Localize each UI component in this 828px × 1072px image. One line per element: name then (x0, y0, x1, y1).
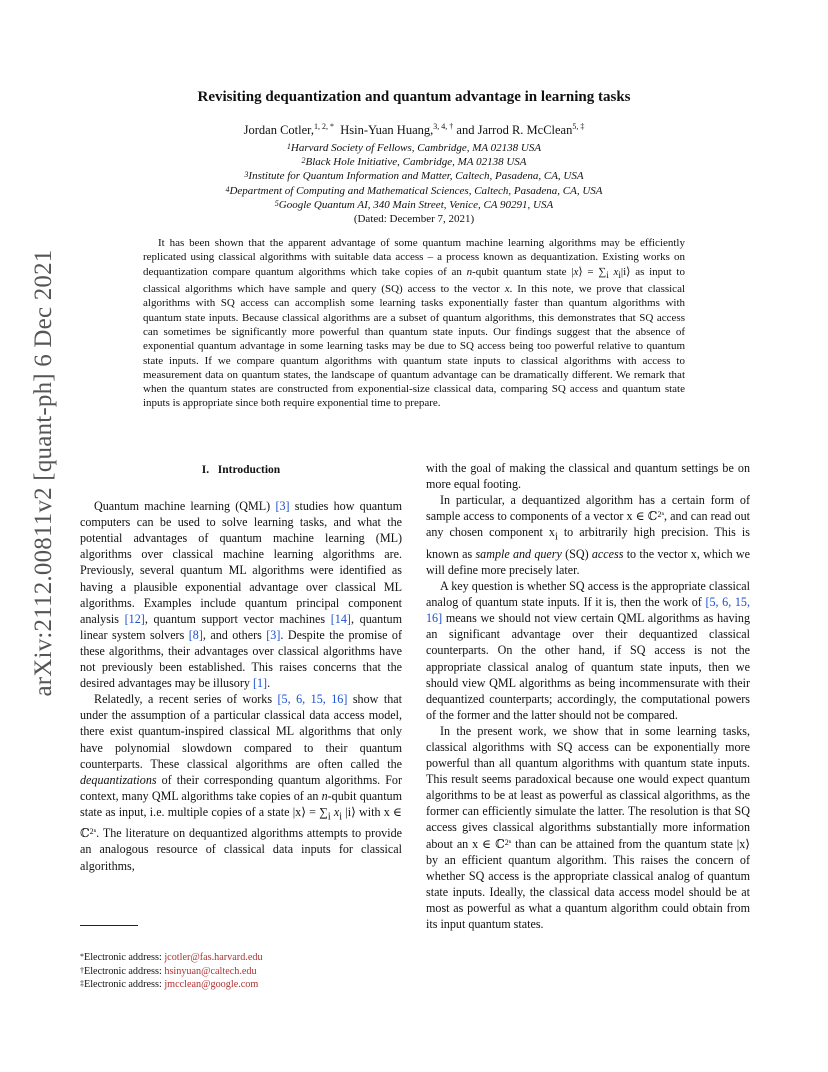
text: , quantum linear system solvers (80, 611, 402, 642)
abstract-math: x (573, 265, 579, 278)
footnote-label: Electronic address: (84, 965, 165, 977)
text: In particular, a dequantized algorithm has a certain form of sample access to components of a vector x ∈ ℂ (426, 493, 750, 524)
author-1-sup: 1, 2, * (313, 122, 334, 131)
footnote-rule (80, 925, 138, 926)
affiliation-num: 5 (274, 198, 279, 208)
affiliation-text: Institute for Quantum Information and Matter, Caltech, Pasadena, CA, USA (248, 170, 584, 183)
emphasis: dequantizations (80, 772, 157, 787)
footnote-label: Electronic address: (84, 979, 165, 990)
citation-link[interactable]: [5, 6, 15, 16] (277, 692, 348, 707)
citation-link[interactable]: [1] (252, 676, 268, 691)
text: , quantum support vector machines (144, 611, 331, 626)
abstract-text: It has been shown that the apparent advantage of some quantum machine learning algorithms may be efficiently replicated using classical algorithms with suitable data access – a process known as dequantization. Existing works on dequantization compare quantum algorithms which take copies of an (143, 237, 685, 278)
abstract (143, 236, 685, 411)
author-3: Jarrod R. McClean (477, 123, 573, 137)
emphasis: sample and query (475, 546, 562, 561)
paragraph (80, 691, 402, 873)
text: to arbitrarily high precision. This is known as (426, 525, 750, 561)
paragraph (80, 498, 402, 691)
affiliation-num: 4 (225, 184, 230, 194)
paragraph (426, 578, 750, 723)
footnote (80, 965, 263, 979)
affiliation-num: 3 (244, 170, 249, 180)
citation-link[interactable]: [3] (266, 627, 281, 642)
footnote-mark: ‡ (80, 979, 84, 988)
math: 2ⁿ (504, 837, 512, 847)
math: x (330, 804, 340, 819)
text: . The literature on dequantized algorithms attempts to provide an analogous resource of classical data inputs for classical algorithms, (80, 826, 402, 873)
text: -qubit quantum state as input, i.e. multiple copies of a state |x⟩ = ∑ (80, 788, 403, 819)
author-2-sup: 3, 4, † (433, 122, 454, 131)
math: i (327, 811, 331, 823)
footnote-label: Electronic address: (84, 952, 165, 963)
affiliation (0, 198, 828, 212)
abstract-text: |i⟩ as input to classical algorithms which have sample and query (SQ) access to the vector (143, 265, 685, 296)
paragraph (426, 492, 750, 578)
emphasis: access (591, 546, 624, 561)
abstract-text: -qubit quantum state | (472, 265, 574, 278)
affiliation-text: Black Hole Initiative, Cambridge, MA 02138 USA (305, 156, 527, 169)
dated-line: (Dated: December 7, 2021) (353, 213, 475, 226)
author-line (0, 123, 828, 138)
footnote-mark: † (80, 965, 84, 975)
footnote (80, 978, 263, 992)
citation-link[interactable]: [5, 6, 15, 16] (426, 595, 750, 626)
affiliation (0, 155, 828, 169)
affiliation-num: 1 (286, 142, 291, 151)
text: A key question is whether SQ access is the appropriate classical analog of quantum state inputs. If it is, then the work of (426, 579, 750, 610)
text: means we should not view certain QML algorithms as having an significant advantage over their dequantized classical counterparts. On the other hand, if SQ access is not the appropriate classical analog of quantum state inputs, then we should view QML algorithms as being incommensurate with their dequantized counterparts; accordingly, the computational powers of the former and the latter should not be compared. (426, 611, 750, 722)
section-title: Introduction (217, 464, 281, 476)
paper-title: Revisiting dequantization and quantum advantage in learning tasks (197, 89, 631, 105)
text: , and can read out any chosen component x (426, 509, 751, 540)
abstract-math: x (504, 283, 510, 296)
math: n (321, 788, 328, 803)
author-1: Jordan Cotler, (243, 123, 314, 137)
abstract-math: i (606, 269, 609, 280)
text: Relatedly, a recent series of works (94, 692, 278, 707)
footnote-mark: * (80, 952, 84, 961)
footnote (80, 951, 263, 965)
email-link[interactable]: jmcclean@google.com (164, 979, 259, 990)
text: with the goal of making the classical and quantum settings be on more equal footing. (426, 461, 750, 492)
footnotes (80, 951, 263, 992)
abstract-text: . In this note, we prove that classical algorithms with SQ access can accomplish some learning tasks exponentially faster than quantum algorithms with quantum state inputs. Because classical algorithms are a subset of quantum algorithms, this demonstrates that SQ access can sometimes be significantly more powerful than quantum state inputs. Our findings suggest that the absence of exponential quantum advantage in some learning tasks may be due to SQ access being too powerful relative to quantum state inputs. If we compare quantum algorithms with quantum state inputs to classical algorithms with access to measurement data on quantum states, the landscape of quantum advantage can be dramatically different. We remark that when the quantum states are constructed from exponential-size classical data, comparing SQ access and quantum state inputs is appropriate since both require exponential time to prepare. (143, 283, 686, 410)
text: studies how quantum computers can be used to solve learning tasks, and what the potential advantages of quantum machine learning (ML) algorithms over classical machine learning algorithms are. Previously, several quantum ML algorithms were identified as having a plausible exponential advantage over classical ML algorithms. Examples include quantum principal component analysis (80, 499, 402, 626)
affiliation (0, 141, 828, 155)
affiliation (0, 184, 828, 198)
affiliation-text: Department of Computing and Mathematical Sciences, Caltech, Pasadena, CA, USA (229, 184, 603, 197)
text: |i⟩ with x ∈ ℂ (80, 804, 403, 841)
paragraph (426, 460, 750, 492)
section-number: I. (201, 464, 210, 476)
math: 2ⁿ (657, 510, 664, 520)
text: . (267, 676, 271, 691)
affiliation (0, 169, 828, 183)
text: In the present work, we show that in some learning tasks, classical algorithms with SQ access can be exponentially more powerful than all quantum algorithms with quantum state inputs. This result seems paradoxical because one would expect quantum algorithms to be at least as powerful as classical algorithms, as the former can efficiently simulate the latter. The resolution is that SQ access gives classical algorithms substantially more information about an x ∈ ℂ (426, 723, 750, 851)
citation-link[interactable]: [12] (124, 611, 145, 626)
text: of their corresponding quantum algorithms. For context, many QML algorithms take copies of an (80, 772, 402, 803)
citation-link[interactable]: [3] (275, 499, 290, 514)
abstract-math: n (466, 265, 473, 278)
email-link[interactable]: hsinyuan@caltech.edu (164, 965, 257, 977)
abstract-math: x (608, 265, 619, 278)
citation-link[interactable]: [14] (330, 611, 351, 626)
math: 2ⁿ (89, 827, 97, 837)
right-column (426, 460, 750, 932)
author-2: Hsin-Yuan Huang, (340, 123, 434, 137)
affiliations (0, 141, 828, 226)
text: (SQ) (561, 546, 592, 561)
author-3-sup: 5, ‡ (572, 122, 585, 131)
text: . Despite the promise of these algorithms, their advantages over classical algorithms have not previously been established. This raises concerns that the desired advantages may be illusory (80, 627, 402, 691)
math: i (554, 531, 558, 543)
text: to the vector x, which we will define more precisely later. (426, 546, 750, 577)
section-heading (80, 460, 402, 478)
math: i (339, 811, 343, 823)
affiliation-text: Harvard Society of Fellows, Cambridge, MA 02138 USA (290, 142, 542, 154)
citation-link[interactable]: [8] (188, 627, 203, 642)
abstract-math: i (618, 269, 621, 280)
affiliation-num: 2 (301, 156, 306, 166)
author-and: and (456, 123, 475, 137)
left-column (80, 460, 402, 874)
abstract-math: ⟩ = ∑ (578, 265, 607, 278)
text: than can be attained from the quantum state |x⟩ by an efficient quantum algorithm. This raises the concern of whether SQ access is the appropriate classical analog of quantum state inputs. Ideally, the classical data access model should be at most as powerful as what a quantum algorithm could obtain from its input quantum states. (426, 836, 750, 932)
text: show that under the assumption of a particular classical data access model, there exist quantum-inspired classical ML algorithms that only have polynomial slowdown compared to their quantum counterparts. These classical algorithms are often called the (80, 692, 402, 771)
text: , and others (202, 627, 267, 642)
email-link[interactable]: jcotler@fas.harvard.edu (164, 952, 263, 963)
arxiv-stamp (20, 249, 68, 697)
text: Quantum machine learning (QML) (94, 499, 276, 514)
affiliation-text: Google Quantum AI, 340 Main Street, Venice, CA 90291, USA (278, 198, 554, 211)
arxiv-stamp-text: arXiv:2112.00811v2 [quant-ph] 6 Dec 2021 (30, 249, 57, 697)
paragraph (426, 723, 750, 932)
